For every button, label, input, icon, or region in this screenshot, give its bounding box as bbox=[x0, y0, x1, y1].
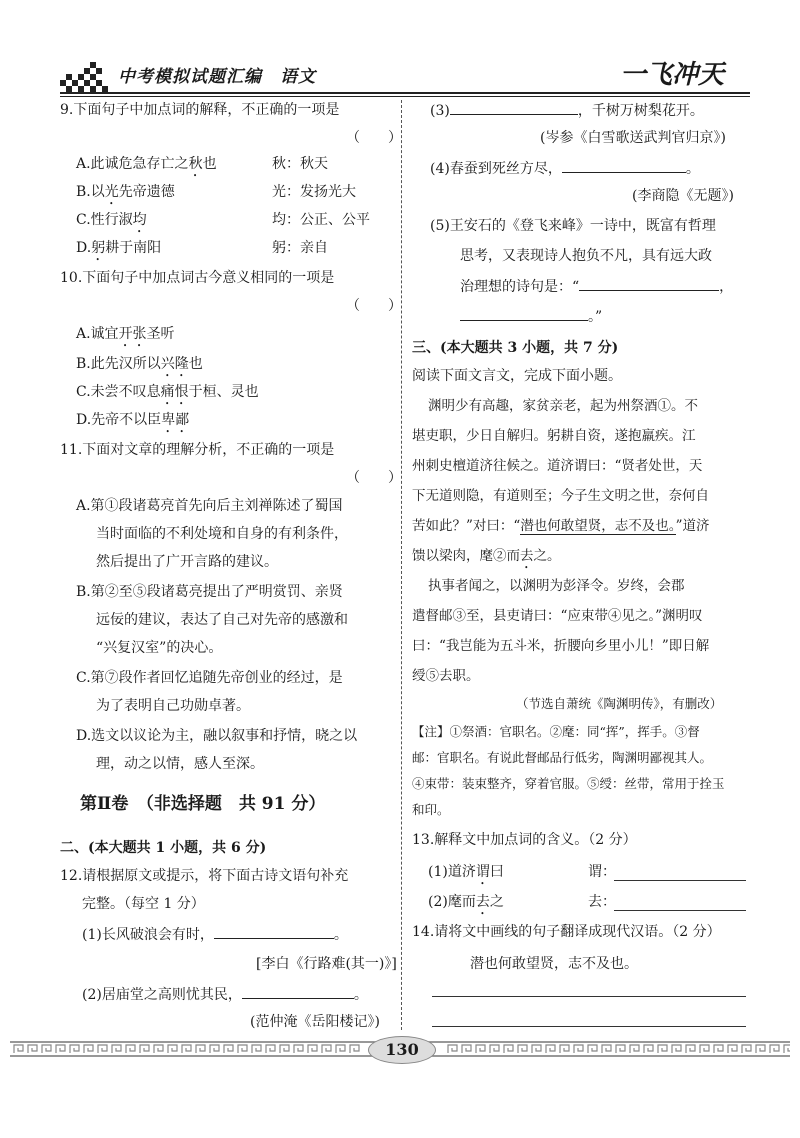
q11-answer-bracket[interactable]: （ ） bbox=[346, 470, 402, 486]
page-number-badge: 130 bbox=[368, 1036, 436, 1064]
q11-option-c-line1[interactable]: C.第⑦段作者回忆追随先帝创业的经过，是 bbox=[76, 670, 343, 686]
q12-stem-line1: 12.请根据原文或提示，将下面古诗文语句补充 bbox=[60, 868, 349, 884]
q12-source-2: (范仲淹《岳阳楼记》) bbox=[250, 1014, 380, 1030]
q10-option-a[interactable]: A.诚宜开张圣听 bbox=[76, 326, 175, 342]
passage-line-7: 执事者闻之，以渊明为彭泽令。岁终，会郡 bbox=[428, 578, 685, 594]
passage-line-1: 渊明少有高趣，家贫亲老，起为州祭酒①。不 bbox=[428, 398, 698, 414]
underlined-sentence: 潜也何敢望贤，志不及也。 bbox=[520, 518, 676, 534]
q13-item-1: (1)道济谓曰 bbox=[428, 864, 504, 880]
q12-blank-5a[interactable] bbox=[579, 276, 719, 291]
note-line-3: ④束带：装束整齐，穿着官服。⑤绶：丝带，常用于拴玉 bbox=[412, 776, 725, 791]
q13-stem: 13.解释文中加点词的含义。（2 分） bbox=[412, 832, 637, 848]
q12-blank-2[interactable] bbox=[242, 984, 354, 999]
header-brand: 一飞冲天 bbox=[620, 60, 725, 90]
q9-option-c[interactable]: C.性行淑均 bbox=[76, 212, 147, 228]
q12-source-4: (李商隐《无题》) bbox=[632, 188, 734, 204]
q11-stem: 11.下面对文章的理解分析，不正确的一项是 bbox=[60, 442, 335, 458]
q9-answer-bracket[interactable]: （ ） bbox=[346, 130, 402, 146]
passage-line-4: 下无道则隐，有道则至；今子生文明之世，奈何自 bbox=[412, 488, 709, 504]
section-2-title: 二、(本大题共 1 小题，共 6 分) bbox=[60, 840, 267, 856]
checkered-logo-icon bbox=[60, 58, 108, 92]
q9-option-b[interactable]: B.以光先帝遗德 bbox=[76, 184, 175, 200]
q12-blank-5b[interactable] bbox=[460, 306, 588, 321]
q12-blank-4[interactable] bbox=[562, 158, 686, 173]
reading-intro: 阅读下面文言文，完成下面小题。 bbox=[412, 368, 622, 384]
q14-sentence: 潜也何敢望贤，志不及也。 bbox=[470, 956, 638, 972]
q14-answer-line-1[interactable] bbox=[432, 996, 746, 997]
q9-gloss-b: 光：发扬光大 bbox=[272, 184, 356, 200]
note-line-4: 和印。 bbox=[412, 802, 450, 817]
q10-answer-bracket[interactable]: （ ） bbox=[346, 298, 402, 314]
q12-source-1: [李白《行路难(其一)》] bbox=[256, 956, 397, 972]
q11-option-b-line2: 远佞的建议，表达了自己对先帝的感激和 bbox=[96, 612, 348, 628]
q9-option-a[interactable]: A.此诚危急存亡之秋也 bbox=[76, 156, 217, 172]
q11-option-d-line1[interactable]: D.选文以议论为主，融以叙事和抒情，晓之以 bbox=[76, 728, 358, 744]
q10-option-c[interactable]: C.未尝不叹息痛恨于桓、灵也 bbox=[76, 384, 259, 400]
note-line-2: 邮：官职名。有说此督邮品行低劣，陶渊明鄙视其人。 bbox=[412, 750, 713, 765]
q12-item-1: (1)长风破浪会有时， 。 bbox=[82, 924, 348, 945]
q9-option-d[interactable]: D.躬耕于南阳 bbox=[76, 240, 162, 256]
passage-line-6: 馈以梁肉，麾②而去之。 bbox=[412, 548, 561, 564]
q11-option-a-line2: 当时面临的不利处境和自身的有利条件， bbox=[96, 526, 348, 542]
note-line-1: 【注】①祭酒：官职名。②麾：同“挥”，挥手。③督 bbox=[412, 724, 700, 739]
q12-blank-1[interactable] bbox=[214, 924, 334, 939]
q13-label-2: 去： bbox=[588, 894, 616, 910]
q12-stem-line2: 完整。（每空 1 分） bbox=[82, 896, 205, 912]
column-divider bbox=[401, 100, 402, 1030]
header-title: 中考模拟试题汇编 语文 bbox=[118, 67, 316, 87]
q9-gloss-d: 躬：亲自 bbox=[272, 240, 328, 256]
q11-option-a-line3: 然后提出了广开言路的建议。 bbox=[96, 554, 278, 570]
q11-option-d-line2: 理，动之以情，感人至深。 bbox=[96, 756, 264, 772]
q11-option-c-line2: 为了表明自己功勋卓著。 bbox=[96, 698, 250, 714]
header-rule bbox=[60, 92, 750, 94]
q13-label-1: 谓： bbox=[588, 864, 616, 880]
q9-gloss-a: 秋：秋天 bbox=[272, 156, 328, 172]
passage-line-10: 绶⑤去职。 bbox=[412, 668, 480, 684]
q11-option-b-line3: “兴复汉室”的决心。 bbox=[96, 640, 223, 656]
q12-item-5-line2: 思考，又表现诗人抱负不凡，具有远大政 bbox=[460, 248, 712, 264]
q12-source-3: (岑参《白雪歌送武判官归京》) bbox=[540, 130, 726, 146]
passage-line-2: 堪吏职，少日自解归。躬耕自资，遂抱羸疾。江 bbox=[412, 428, 696, 444]
q10-option-b[interactable]: B.此先汉所以兴隆也 bbox=[76, 356, 203, 372]
passage-line-9: 曰：“我岂能为五斗米，折腰向乡里小儿！”即日解 bbox=[412, 638, 710, 654]
passage-line-3: 州刺史檀道济往候之。道济谓曰：“贤者处世，天 bbox=[412, 458, 703, 474]
q14-answer-line-2[interactable] bbox=[432, 1026, 746, 1027]
q12-blank-3[interactable] bbox=[450, 100, 578, 115]
q10-stem: 10.下面句子中加点词古今意义相同的一项是 bbox=[60, 270, 335, 286]
q12-item-3: (3) ，千树万树梨花开。 bbox=[430, 100, 704, 121]
section-3-title: 三、(本大题共 3 小题，共 7 分) bbox=[412, 340, 619, 356]
passage-line-8: 遣督邮③至，县吏请曰：“应束带④见之。”渊明叹 bbox=[412, 608, 703, 624]
q10-option-d[interactable]: D.先帝不以臣卑鄙 bbox=[76, 412, 190, 428]
q12-item-2: (2)居庙堂之高则忧其民， 。 bbox=[82, 984, 368, 1005]
q9-stem: 9.下面句子中加点词的解释，不正确的一项是 bbox=[60, 102, 340, 118]
q13-answer-1[interactable] bbox=[614, 880, 746, 881]
q12-item-4: (4)春蚕到死丝方尽， 。 bbox=[430, 158, 700, 179]
q9-gloss-c: 均：公正、公平 bbox=[272, 212, 370, 228]
q14-stem: 14.请将文中画线的句子翻译成现代汉语。（2 分） bbox=[412, 924, 721, 940]
q12-item-5-line1: (5)王安石的《登飞来峰》一诗中，既富有哲理 bbox=[430, 218, 716, 234]
q12-item-5-line4: 。” bbox=[460, 306, 602, 327]
header-rule-thin bbox=[60, 96, 750, 97]
passage-source: （节选自萧统《陶渊明传》，有删改） bbox=[516, 696, 723, 711]
q12-item-5-line3: 治理想的诗句是：“ ， bbox=[460, 276, 733, 297]
q13-item-2: (2)麾而去之 bbox=[428, 894, 504, 910]
q11-option-b-line1[interactable]: B.第②至⑤段诸葛亮提出了严明赏罚、亲贤 bbox=[76, 584, 343, 600]
q11-option-a-line1[interactable]: A.第①段诸葛亮首先向后主刘禅陈述了蜀国 bbox=[76, 498, 343, 514]
q13-answer-2[interactable] bbox=[614, 910, 746, 911]
volume-title: 第Ⅱ卷 （非选择题 共 91 分） bbox=[80, 794, 326, 814]
passage-line-5: 苦如此？”对曰：“潜也何敢望贤，志不及也。”道济 bbox=[412, 518, 710, 534]
